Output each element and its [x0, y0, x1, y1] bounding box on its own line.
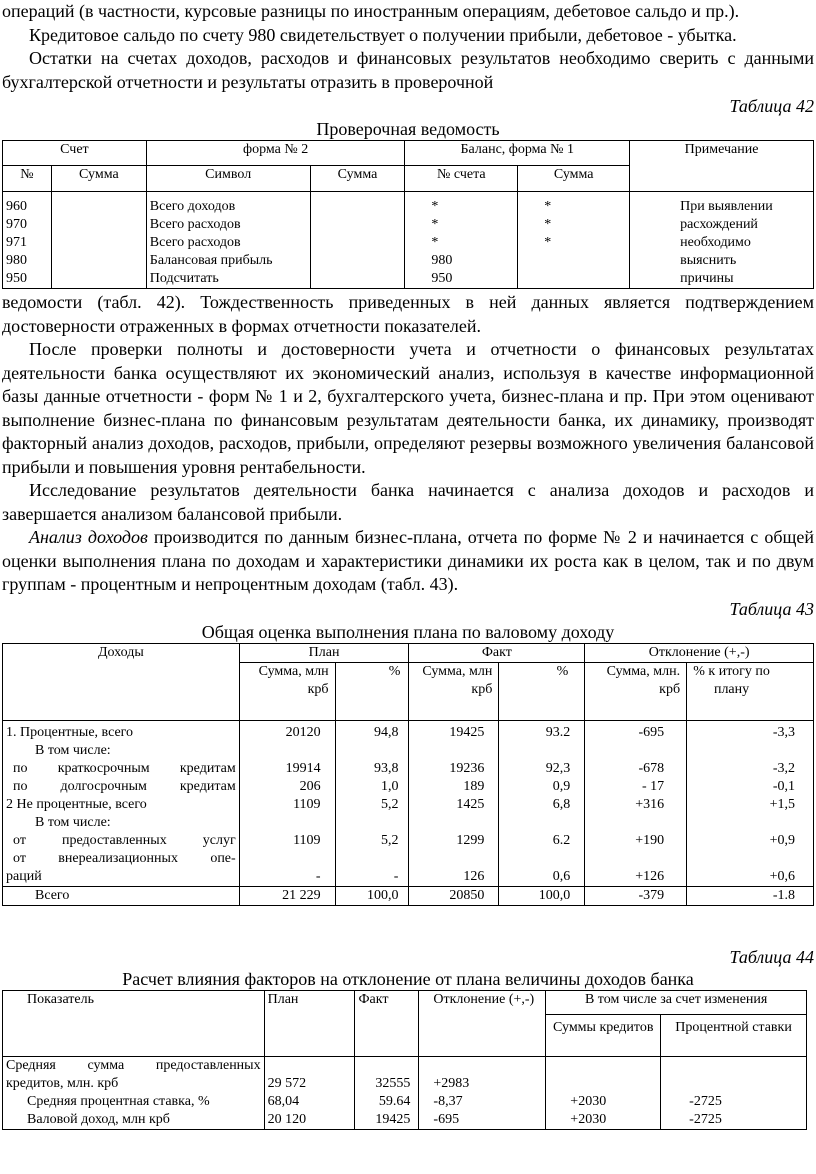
paragraph	[0, 526, 816, 597]
dev-pct	[687, 850, 814, 868]
header-deviation: Отклонение (+,-)	[419, 990, 546, 1056]
plan-pct: 5,2	[335, 832, 409, 850]
table-cell	[405, 192, 518, 289]
fact-sum: 1425	[409, 796, 499, 814]
header-sum: Сумма	[51, 166, 146, 192]
row-label: раций	[3, 868, 240, 887]
fact-sum: 126	[409, 868, 499, 887]
fact-pct	[499, 742, 585, 760]
plan-sum: 20120	[239, 720, 335, 742]
paragraph: операций (в частности, курсовые разницы по иностранным операциям, дебетовое сальдо и пр.).	[2, 1, 740, 21]
table-44	[2, 990, 807, 1130]
dev-pct: -0,1	[687, 778, 814, 796]
header-pct: %	[335, 662, 409, 720]
row-label: Средняя сумма предоставленных кредитов, млн. крб	[3, 1056, 265, 1093]
dev-sum	[585, 850, 687, 868]
dev-sum: +316	[585, 796, 687, 814]
rate-value	[661, 1056, 807, 1093]
header-income: Доходы	[3, 643, 240, 720]
fact-sum: 19425	[409, 720, 499, 742]
header-including: В том числе за счет изменения	[546, 990, 807, 1014]
plan-pct: 100,0	[335, 886, 409, 905]
row-label: 1. Процентные, всего	[3, 720, 240, 742]
plan-pct	[335, 814, 409, 832]
paragraph: После проверки полноты и достоверности учета и отчетности о финансовых результатах деятельности банка осуществляют их экономический анализ, используя в качестве информационной базы данные отчетности - форм № 1 и 2, бухгалтерского учета, бизнес-плана и пр. При этом оценивают выполнение бизнес-плана по финансовым результатам деятельности банка, их динамику, производят факторный анализ доходов, расходов, прибыли, определяют резервы возможного увеличения балансовой прибыли и повышения уровня рентабельности.	[2, 339, 814, 477]
header-symbol: Символ	[146, 166, 310, 192]
table-row	[3, 760, 814, 778]
paragraph: Кредитовое сальдо по счету 980 свидетельствует о получении прибыли, дебетовое - убытка.	[29, 24, 737, 45]
table-title: Общая оценка выполнения плана по валовому доходу	[201, 621, 615, 642]
table-cell-value: 970	[6, 217, 27, 232]
header-sum: Сумма	[518, 166, 630, 192]
table-cell	[310, 192, 405, 289]
fact-value: 19425	[355, 1111, 419, 1130]
plan-sum: 206	[239, 778, 335, 796]
table-cell-value: 971	[6, 235, 27, 250]
table-row	[3, 796, 814, 814]
table-row	[3, 814, 814, 832]
row-label: от внереализационных опе-	[3, 850, 240, 868]
row-label: Валовой доход, млн крб	[3, 1111, 265, 1130]
table-cell	[630, 192, 814, 289]
plan-pct	[335, 742, 409, 760]
table-cell-value: Всего доходов	[149, 199, 236, 214]
fact-pct: 100,0	[499, 886, 585, 905]
fact-sum	[409, 742, 499, 760]
table-cell-value: причины	[680, 271, 734, 286]
rate-value: -2725	[661, 1111, 807, 1130]
plan-sum	[239, 814, 335, 832]
table-cell-value	[544, 252, 626, 270]
header-note: Примечание	[630, 141, 814, 192]
dev-pct	[687, 742, 814, 760]
table-cell	[51, 192, 146, 289]
fact-pct: 92,3	[499, 760, 585, 778]
header-fact: Факт	[355, 990, 419, 1056]
fact-pct	[499, 814, 585, 832]
plan-pct: 93,8	[335, 760, 409, 778]
header-plan: План	[264, 990, 355, 1056]
fact-sum: 19236	[409, 760, 499, 778]
table-cell-value: 950	[6, 271, 27, 286]
table-cell	[3, 192, 52, 289]
table-cell-value: *	[431, 217, 439, 232]
plan-sum	[239, 742, 335, 760]
dev-pct: -3,2	[687, 760, 814, 778]
table-row	[3, 850, 814, 868]
dev-sum: -379	[585, 886, 687, 905]
header-pct: % к итогу по плану	[687, 662, 814, 720]
table-cell-value: необходимо	[680, 235, 751, 250]
table-row	[3, 742, 814, 760]
table-cell-value: расхождений	[680, 217, 758, 232]
table-cell-value: 980	[6, 253, 27, 268]
fact-pct: 6,8	[499, 796, 585, 814]
table-cell-value: Всего расходов	[149, 235, 241, 250]
table-cell-value: Всего расходов	[149, 217, 241, 232]
table-row	[3, 1111, 807, 1130]
dev-pct: +0,9	[687, 832, 814, 850]
table-42	[2, 140, 814, 289]
plan-value: 68,04	[264, 1093, 355, 1111]
row-label: 2 Не процентные, всего	[3, 796, 240, 814]
table-row	[3, 1056, 807, 1093]
table-cell-value: *	[431, 199, 439, 214]
dev-value: -8,37	[419, 1093, 546, 1111]
fact-pct: 0,9	[499, 778, 585, 796]
table-cell-value: 960	[6, 199, 27, 214]
table-cell	[146, 192, 310, 289]
plan-value: 20 120	[264, 1111, 355, 1130]
row-label: В том числе:	[3, 814, 240, 832]
fact-sum: 1299	[409, 832, 499, 850]
dev-sum: -695	[585, 720, 687, 742]
dev-pct	[687, 814, 814, 832]
dev-value: -695	[419, 1111, 546, 1130]
table-cell-value: *	[544, 199, 552, 214]
rate-value: -2725	[661, 1093, 807, 1111]
header-indicator: Показатель	[3, 990, 265, 1056]
fact-sum: 189	[409, 778, 499, 796]
dev-pct: -1.8	[687, 886, 814, 905]
table-row	[3, 886, 814, 905]
dev-sum: -678	[585, 760, 687, 778]
fact-value: 59.64	[355, 1093, 419, 1111]
header-sum: Сумма, млн. крб	[585, 662, 687, 720]
table-title: Расчет влияния факторов на отклонение от плана величины доходов банка	[122, 968, 694, 989]
dev-sum	[585, 814, 687, 832]
header-no: №	[3, 166, 52, 192]
plan-sum: 21 229	[239, 886, 335, 905]
table-cell-value: Балансовая прибыль	[149, 253, 273, 268]
header-plan: План	[239, 643, 409, 662]
header-loans: Суммы кредитов	[546, 1014, 661, 1056]
header-sum: Сумма, млн крб	[239, 662, 335, 720]
table-cell-value: *	[544, 217, 552, 232]
plan-pct: 94,8	[335, 720, 409, 742]
italic-term: Анализ доходов	[29, 527, 148, 547]
paragraph: Остатки на счетах доходов, расходов и финансовых результатов необходимо сверить с данными бухгалтерской отчетности и результаты отразить в проверочной	[2, 48, 814, 92]
header-fact: Факт	[409, 643, 585, 662]
header-sum: Сумма, млн крб	[409, 662, 499, 720]
paragraph: Исследование результатов деятельности банка начинается с анализа доходов и расходов и завершается анализом балансовой прибыли.	[2, 480, 814, 524]
dev-sum: +126	[585, 868, 687, 887]
table-row	[3, 832, 814, 850]
loans-value	[546, 1056, 661, 1093]
table-caption: Таблица 42	[729, 96, 814, 116]
table-cell-value: *	[431, 235, 439, 250]
dev-sum: - 17	[585, 778, 687, 796]
loans-value: +2030	[546, 1111, 661, 1130]
header-rate: Процентной ставки	[661, 1014, 807, 1056]
header-form2: форма № 2	[146, 141, 405, 166]
dev-pct: +0,6	[687, 868, 814, 887]
header-account-no: № счета	[405, 166, 518, 192]
fact-pct	[499, 850, 585, 868]
row-label: В том числе:	[3, 742, 240, 760]
fact-sum	[409, 814, 499, 832]
plan-sum: -	[239, 868, 335, 887]
plan-sum	[239, 850, 335, 868]
header-balance: Баланс, форма № 1	[405, 141, 630, 166]
fact-pct: 0,6	[499, 868, 585, 887]
row-label: от предоставленных услуг	[3, 832, 240, 850]
table-43	[2, 643, 814, 906]
table-cell-value: Подсчитать	[149, 271, 219, 286]
fact-sum	[409, 850, 499, 868]
plan-sum: 1109	[239, 796, 335, 814]
plan-pct: 5,2	[335, 796, 409, 814]
row-label: по долгосрочным кредитам	[3, 778, 240, 796]
dev-value: +2983	[419, 1056, 546, 1093]
plan-pct: 1,0	[335, 778, 409, 796]
fact-pct: 6.2	[499, 832, 585, 850]
row-label: по краткосрочным кредитам	[3, 760, 240, 778]
table-cell-value	[544, 270, 626, 288]
table-caption: Таблица 43	[729, 598, 814, 619]
fact-sum: 20850	[409, 886, 499, 905]
table-title: Проверочная ведомость	[316, 119, 500, 139]
dev-pct: +1,5	[687, 796, 814, 814]
plan-sum: 1109	[239, 832, 335, 850]
table-cell-value: 980	[431, 253, 453, 268]
header-sum: Сумма	[310, 166, 405, 192]
table-cell-value: *	[544, 235, 552, 250]
table-row	[3, 720, 814, 742]
table-cell-value: При выявлении	[680, 199, 773, 214]
header-account: Счет	[3, 141, 147, 166]
plan-value: 29 572	[264, 1056, 355, 1093]
row-label: Всего	[3, 886, 240, 905]
fact-pct: 93.2	[499, 720, 585, 742]
dev-pct: -3,3	[687, 720, 814, 742]
dev-sum	[585, 742, 687, 760]
table-cell-value: 950	[431, 271, 453, 286]
table-cell-value: выяснить	[680, 253, 737, 268]
fact-value: 32555	[355, 1056, 419, 1093]
paragraph-text: производится по данным бизнес-плана, отчета по форме № 2 и начинается с общей оценки выполнения плана по доходам и характеристики динамики их роста как в целом, так и по двум группам - процентным и непроцентным доходам (табл. 43).	[2, 527, 815, 594]
table-cell	[518, 192, 630, 289]
header-pct: %	[499, 662, 585, 720]
table-caption: Таблица 44	[729, 946, 814, 967]
table-row	[3, 778, 814, 796]
plan-pct: -	[335, 868, 409, 887]
row-label: Средняя процентная ставка, %	[3, 1093, 265, 1111]
table-row	[3, 1093, 807, 1111]
table-row	[3, 868, 814, 887]
plan-pct	[335, 850, 409, 868]
plan-sum: 19914	[239, 760, 335, 778]
loans-value: +2030	[546, 1093, 661, 1111]
paragraph: ведомости (табл. 42). Тождественность приведенных в ней данных является подтверждением достоверности отраженных в формах отчетности показателей.	[2, 292, 814, 336]
dev-sum: +190	[585, 832, 687, 850]
header-deviation: Отклонение (+,-)	[585, 643, 814, 662]
